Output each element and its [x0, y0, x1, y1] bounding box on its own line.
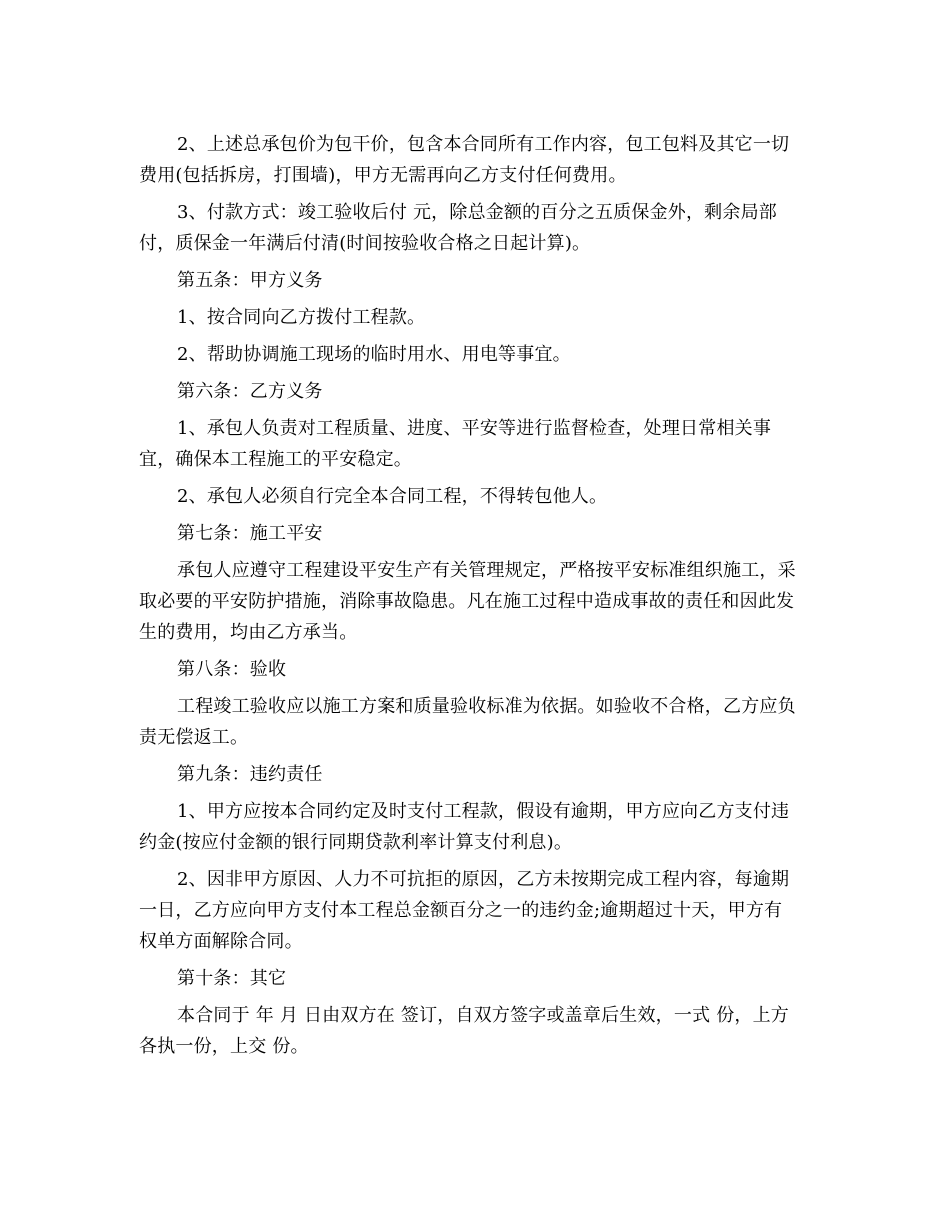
text-line: 宜，确保本工程施工的平安稳定。	[139, 449, 412, 470]
text-line: 第八条：验收	[177, 659, 287, 680]
text-line: 3、付款方式：竣工验收后付 元，除总金额的百分之五质保金外，剩余局部	[177, 202, 777, 223]
text-line: 各执一份，上交 份。	[139, 1036, 309, 1057]
text-line: 第十条：其它	[177, 968, 287, 989]
text-line: 1、甲方应按本合同约定及时支付工程款，假设有逾期，甲方应向乙方支付违	[177, 801, 790, 822]
paragraph	[139, 691, 811, 753]
section-heading	[139, 265, 811, 296]
paragraph	[139, 1000, 811, 1062]
text-line: 2、帮助协调施工现场的临时用水、用电等事宜。	[177, 344, 571, 365]
text-line: 1、承包人负责对工程质量、进度、平安等进行监督检查，处理日常相关事	[177, 418, 772, 439]
text-line: 工程竣工验收应以施工方案和质量验收标准为依据。如验收不合格，乙方应负	[177, 696, 796, 717]
paragraph	[139, 302, 811, 333]
paragraph	[139, 796, 811, 858]
document-body	[139, 129, 811, 1062]
paragraph	[139, 129, 811, 191]
paragraph	[139, 864, 811, 957]
text-line: 费用(包括拆房，打围墙)，甲方无需再向乙方支付任何费用。	[139, 165, 627, 186]
text-line: 付，质保金一年满后付清(时间按验收合格之日起计算)。	[139, 233, 591, 254]
text-line: 第九条：违约责任	[177, 764, 323, 785]
paragraph	[139, 413, 811, 475]
text-line: 本合同于 年 月 日由双方在 签订，自双方签字或盖章后生效，一式 份，上方	[177, 1005, 790, 1026]
paragraph	[139, 339, 811, 370]
section-heading	[139, 518, 811, 549]
paragraph	[139, 197, 811, 259]
section-heading	[139, 759, 811, 790]
text-line: 承包人应遵守工程建设平安生产有关管理规定，严格按平安标准组织施工，采	[177, 560, 796, 581]
text-line: 2、因非甲方原因、人力不可抗拒的原因，乙方未按期完成工程内容，每逾期	[177, 869, 790, 890]
text-line: 约金(按应付金额的银行同期贷款利率计算支付利息)。	[139, 832, 573, 853]
text-line: 第五条：甲方义务	[177, 270, 323, 291]
text-line: 一日，乙方应向甲方支付本工程总金额百分之一的违约金;逾期超过十天，甲方有	[139, 900, 783, 921]
text-line: 取必要的平安防护措施，消除事故隐患。凡在施工过程中造成事故的责任和因此发	[139, 591, 795, 612]
text-line: 责无偿返工。	[139, 727, 249, 748]
text-line: 生的费用，均由乙方承当。	[139, 622, 358, 643]
paragraph	[139, 555, 811, 648]
section-heading	[139, 654, 811, 685]
text-line: 第六条：乙方义务	[177, 381, 323, 402]
text-line: 第七条：施工平安	[177, 523, 323, 544]
text-line: 权单方面解除合同。	[139, 931, 303, 952]
paragraph	[139, 481, 811, 512]
text-line: 2、上述总承包价为包干价，包含本合同所有工作内容，包工包料及其它一切	[177, 134, 790, 155]
section-heading	[139, 376, 811, 407]
section-heading	[139, 963, 811, 994]
text-line: 1、按合同向乙方拨付工程款。	[177, 307, 426, 328]
text-line: 2、承包人必须自行完全本合同工程，不得转包他人。	[177, 486, 608, 507]
